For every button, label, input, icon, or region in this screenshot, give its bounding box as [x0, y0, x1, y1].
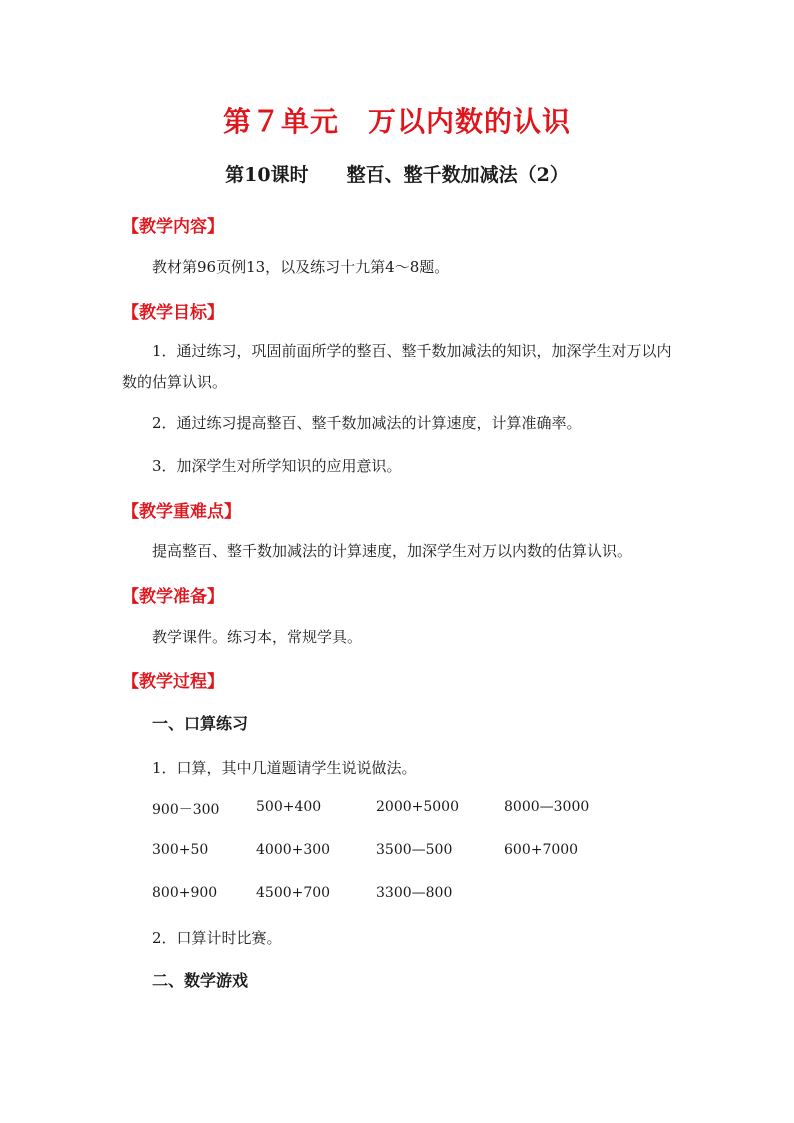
section-heading-content: 【教学内容】: [122, 217, 224, 237]
process-step2: 2．口算计时比赛。: [152, 929, 282, 947]
calc-item: 800+900: [152, 885, 218, 901]
goal-item-1: 1．通过练习，巩固前面所学的整百、整千数加减法的知识，加深学生对万以内数的估算认识。: [122, 342, 672, 391]
section-heading-key-points: 【教学重难点】: [122, 502, 241, 522]
section-heading-preparation: 【教学准备】: [122, 587, 224, 607]
calc-item: 3500—500: [376, 842, 453, 858]
calc-item: 300+50: [152, 842, 209, 858]
goal-item-2: 2．通过练习提高整百、整千数加减法的计算速度，计算准确率。: [152, 414, 582, 432]
process-step1: 1．口算，其中几道题请学生说说做法。: [152, 759, 417, 777]
calc-item: 500+400: [256, 799, 322, 815]
content-text: 教材第96页例13，以及练习十九第4～8题。: [152, 258, 450, 276]
calc-item: 2000+5000: [376, 799, 459, 815]
section-heading-goals: 【教学目标】: [122, 303, 224, 323]
calc-item: 4000+300: [256, 842, 331, 858]
calc-item: 4500+700: [256, 885, 331, 901]
lesson-title: 第10课时 整百、整千数加减法（2）: [225, 164, 569, 186]
calc-item: 8000—3000: [504, 799, 590, 815]
calc-item: 900－300: [152, 802, 220, 818]
section-heading-process: 【教学过程】: [122, 672, 224, 692]
process-part2-title: 二、数学游戏: [152, 971, 249, 990]
unit-title: 第７单元 万以内数的认识: [222, 105, 571, 138]
goal-item-3: 3．加深学生对所学知识的应用意识。: [152, 457, 402, 475]
calc-item: 600+7000: [504, 842, 579, 858]
process-part1-title: 一、口算练习: [152, 714, 249, 733]
preparation-text: 教学课件。练习本，常规学具。: [152, 628, 363, 646]
key-points-text: 提高整百、整千数加减法的计算速度，加深学生对万以内数的估算认识。: [152, 542, 633, 560]
calc-item: 3300—800: [376, 885, 453, 901]
